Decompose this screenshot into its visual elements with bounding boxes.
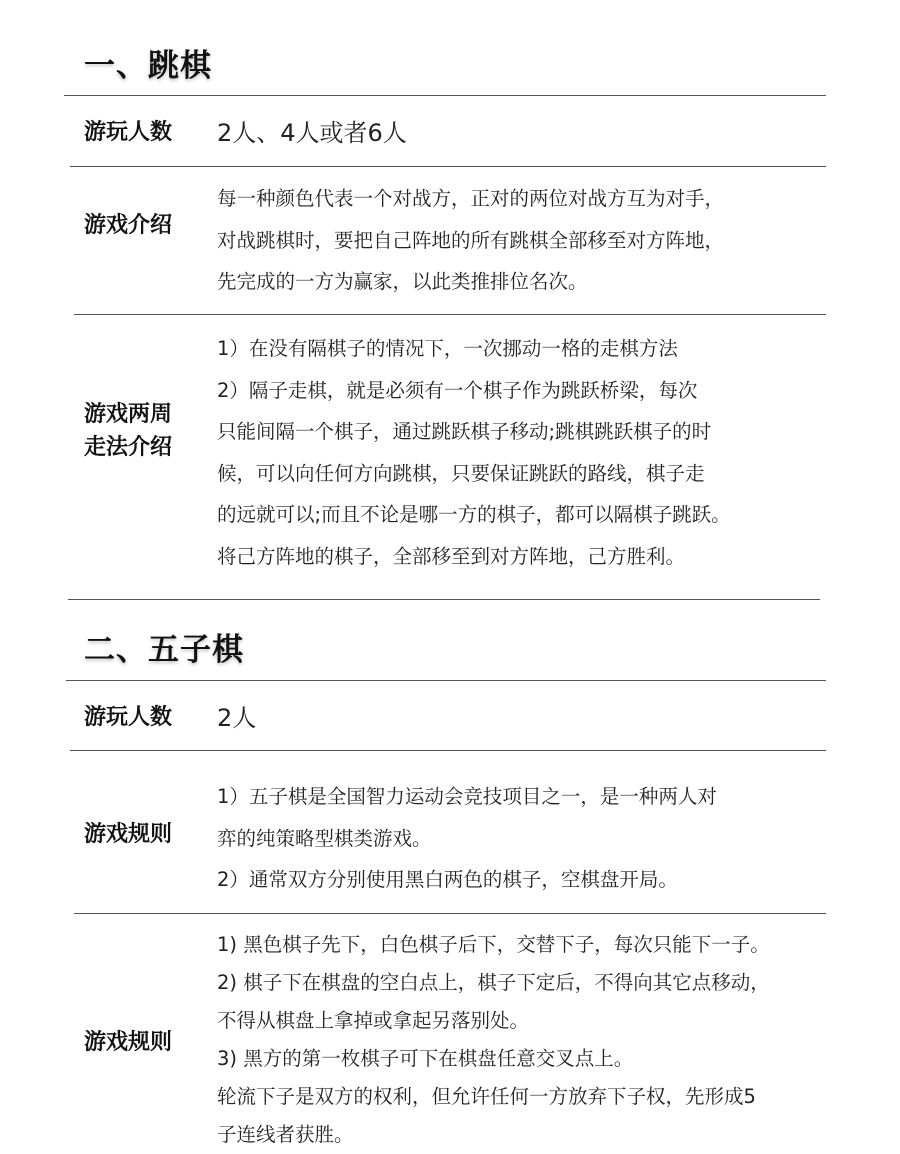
divider bbox=[64, 95, 826, 96]
content-line: 2人 bbox=[217, 704, 257, 732]
divider bbox=[70, 750, 826, 751]
row-label-rules: 游戏规则 bbox=[84, 822, 173, 847]
section-title-tiaoqi: 一、跳棋 bbox=[84, 48, 212, 84]
content-line: 的远就可以;而且不论是哪一方的棋子，都可以隔棋子跳跃。 bbox=[217, 503, 731, 526]
content-line: 将己方阵地的棋子，全部移至到对方阵地，己方胜利。 bbox=[217, 544, 686, 568]
row-label-rules-2: 游戏规则 bbox=[84, 1030, 173, 1055]
content-line: 2人、4人或者6人 bbox=[217, 119, 407, 147]
label-line: 游戏两周 bbox=[84, 402, 173, 427]
row-content-moves bbox=[217, 328, 827, 577]
content-line: 2）隔子走棋，就是必须有一个棋子作为跳跃桥梁，每次 bbox=[217, 378, 698, 402]
content-line: 只能间隔一个棋子，通过跳跃棋子移动;跳棋跳跃棋子的时 bbox=[217, 420, 712, 443]
row-content-rules bbox=[217, 776, 827, 901]
divider bbox=[66, 680, 826, 681]
content-line: 子连线者获胜。 bbox=[217, 1123, 354, 1146]
content-line: 弈的纯策略型棋类游戏。 bbox=[217, 826, 432, 850]
row-label-players: 游玩人数 bbox=[84, 120, 173, 145]
content-line: 先完成的一方为赢家，以此类推排位名次。 bbox=[217, 270, 588, 293]
content-line: 1）在没有隔棋子的情况下，一次挪动一格的走棋方法 bbox=[217, 337, 678, 360]
row-label-moves bbox=[84, 398, 204, 464]
content-line: 轮流下子是双方的权利，但允许任何一方放弃下子权，先形成5 bbox=[217, 1085, 756, 1108]
content-line: 对战跳棋时，要把自己阵地的所有跳棋全部移至对方阵地， bbox=[217, 228, 725, 252]
row-content-players bbox=[217, 113, 827, 155]
content-line: 1）五子棋是全国智力运动会竞技项目之一，是一种两人对 bbox=[217, 785, 717, 808]
divider bbox=[68, 599, 820, 600]
row-label-intro: 游戏介绍 bbox=[84, 213, 173, 238]
section-title-wuziqi: 二、五子棋 bbox=[84, 632, 244, 668]
row-content-intro bbox=[217, 178, 827, 303]
content-line: 不得从棋盘上拿掉或拿起另落别处。 bbox=[217, 1009, 530, 1032]
divider bbox=[74, 314, 826, 315]
content-line: 每一种颜色代表一个对战方，正对的两位对战方互为对手， bbox=[217, 187, 725, 210]
content-line: 3) 黑方的第一枚棋子可下在棋盘任意交叉点上。 bbox=[217, 1047, 634, 1070]
row-content-players bbox=[217, 698, 827, 740]
row-content-rules-2 bbox=[217, 926, 827, 1154]
content-line: 候，可以向任何方向跳棋，只要保证跳跃的路线，棋子走 bbox=[217, 461, 705, 485]
divider bbox=[74, 913, 826, 914]
content-line: 1) 黑色棋子先下，白色棋子后下，交替下子，每次只能下一子。 bbox=[217, 933, 770, 956]
divider bbox=[70, 166, 826, 167]
content-line: 2) 棋子下在棋盘的空白点上，棋子下定后，不得向其它点移动， bbox=[217, 971, 770, 994]
content-line: 2）通常双方分别使用黑白两色的棋子，空棋盘开局。 bbox=[217, 868, 678, 891]
label-line: 走法介绍 bbox=[84, 435, 173, 460]
row-label-players: 游玩人数 bbox=[84, 705, 173, 730]
